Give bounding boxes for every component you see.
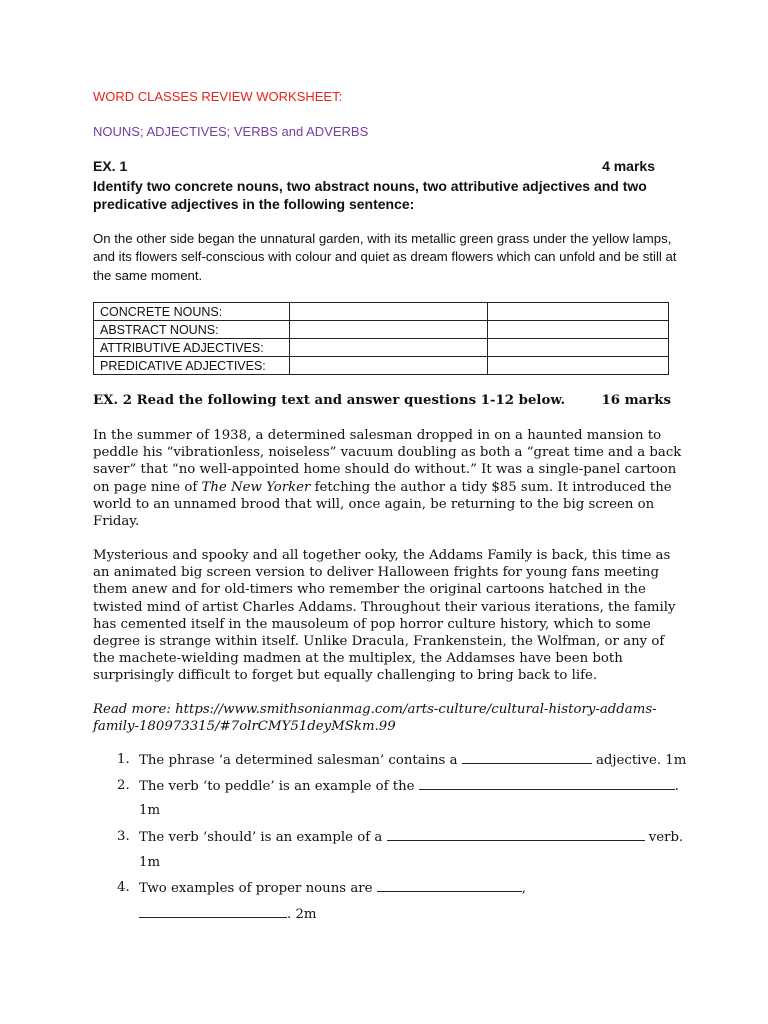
ex2-marks: 16 marks: [601, 393, 671, 408]
row-label: ATTRIBUTIVE ADJECTIVES:: [94, 339, 290, 357]
worksheet-subtitle: NOUNS; ADJECTIVES; VERBS and ADVERBS: [93, 124, 369, 139]
table-row: [94, 357, 669, 375]
question-number: 4.: [117, 880, 130, 895]
answer-blank[interactable]: [387, 829, 645, 841]
question-text-after: verb.: [644, 830, 684, 845]
answer-cell[interactable]: [488, 357, 669, 375]
question-text: Two examples of proper nouns are: [139, 881, 377, 896]
answer-cell[interactable]: [488, 339, 669, 357]
question-4-continued: [139, 906, 317, 922]
ex1-sentence: On the other side began the unnatural garden, with its metallic green grass under the yellow lamps, and its flowers self-conscious with colour and quiet as dream flowers which can unfold and be still at the same moment.: [93, 231, 677, 283]
table-row: [94, 303, 669, 321]
question-number: 3.: [117, 829, 130, 844]
question-number: 1.: [117, 752, 130, 767]
answer-table: [93, 302, 669, 375]
p1-publication-title: The New Yorker: [201, 479, 311, 495]
worksheet-title: WORD CLASSES REVIEW WORKSHEET:: [93, 89, 343, 104]
table-row: [94, 321, 669, 339]
row-label: PREDICATIVE ADJECTIVES:: [94, 357, 290, 375]
question-text: The phrase ‘a determined salesman’ contains a: [139, 753, 462, 768]
ex1-header: [93, 158, 655, 174]
answer-cell[interactable]: [290, 321, 488, 339]
p1-text-before: In the summer of 1938, a determined salesman dropped in on a haunted mansion to peddle his “vibrationless, noiseless” vacuum doubling as both a “great time and a back saver” that “no well-appointed home should do without.” It was a single-panel cartoon on page nine of: [93, 428, 682, 495]
question-text: The verb ‘should’ is an example of a: [139, 830, 387, 845]
answer-blank[interactable]: [139, 906, 287, 918]
question-3-marks: 1m: [139, 855, 161, 870]
ex1-marks: 4 marks: [602, 158, 655, 174]
answer-blank[interactable]: [377, 880, 522, 892]
answer-cell[interactable]: [290, 339, 488, 357]
question-2-marks: 1m: [139, 803, 161, 818]
read-more-link[interactable]: Read more: https://www.smithsonianmag.com/arts-culture/cultural-history-addams-family-180973315/#7olrCMY51deyMSkm.99: [93, 702, 657, 735]
ex2-header: [93, 393, 671, 408]
ex2-label: EX. 2 Read the following text and answer questions 1-12 below.: [93, 393, 566, 408]
passage-paragraph-2: Mysterious and spooky and all together ooky, the Addams Family is back, this time as an animated big screen version to deliver Halloween frights for young fans meeting them anew and for old-timers who remember the original cartoons hatched in the twisted mind of artist Charles Addams. Throughout their various iterations, the family has cemented itself in the mausoleum of pop horror culture history, which to some degree is strange within itself. Unlike Dracula, Frankenstein, the Wolfman, or any of the machete-wielding madmen at the multiplex, the Addamses have been both surprisingly difficult to forget but equally challenging to bring back to life.: [93, 548, 676, 684]
p1-text-after: fetching the author a tidy $85 sum. It introduced the world to an unnamed brood that will, once again, be returning to the big screen on Friday.: [93, 479, 672, 530]
ex1-instruction: Identify two concrete nouns, two abstract nouns, two attributive adjectives and two predicative adjectives in the following sentence:: [93, 178, 647, 212]
answer-cell[interactable]: [290, 357, 488, 375]
question-text: The verb ‘to peddle’ is an example of the: [139, 779, 419, 794]
answer-blank[interactable]: [419, 778, 675, 790]
row-label: CONCRETE NOUNS:: [94, 303, 290, 321]
row-label: ABSTRACT NOUNS:: [94, 321, 290, 339]
answer-blank[interactable]: [462, 752, 592, 764]
answer-cell[interactable]: [488, 303, 669, 321]
table-row: [94, 339, 669, 357]
answer-cell[interactable]: [488, 321, 669, 339]
question-text-after: adjective. 1m: [591, 753, 687, 768]
ex1-label: EX. 1: [93, 158, 128, 174]
question-text-after: ,: [521, 881, 526, 896]
question-text-after: .: [674, 779, 679, 794]
question-4-marks: . 2m: [287, 907, 317, 922]
answer-cell[interactable]: [290, 303, 488, 321]
question-number: 2.: [117, 778, 130, 793]
passage-paragraph-1: [93, 427, 683, 530]
